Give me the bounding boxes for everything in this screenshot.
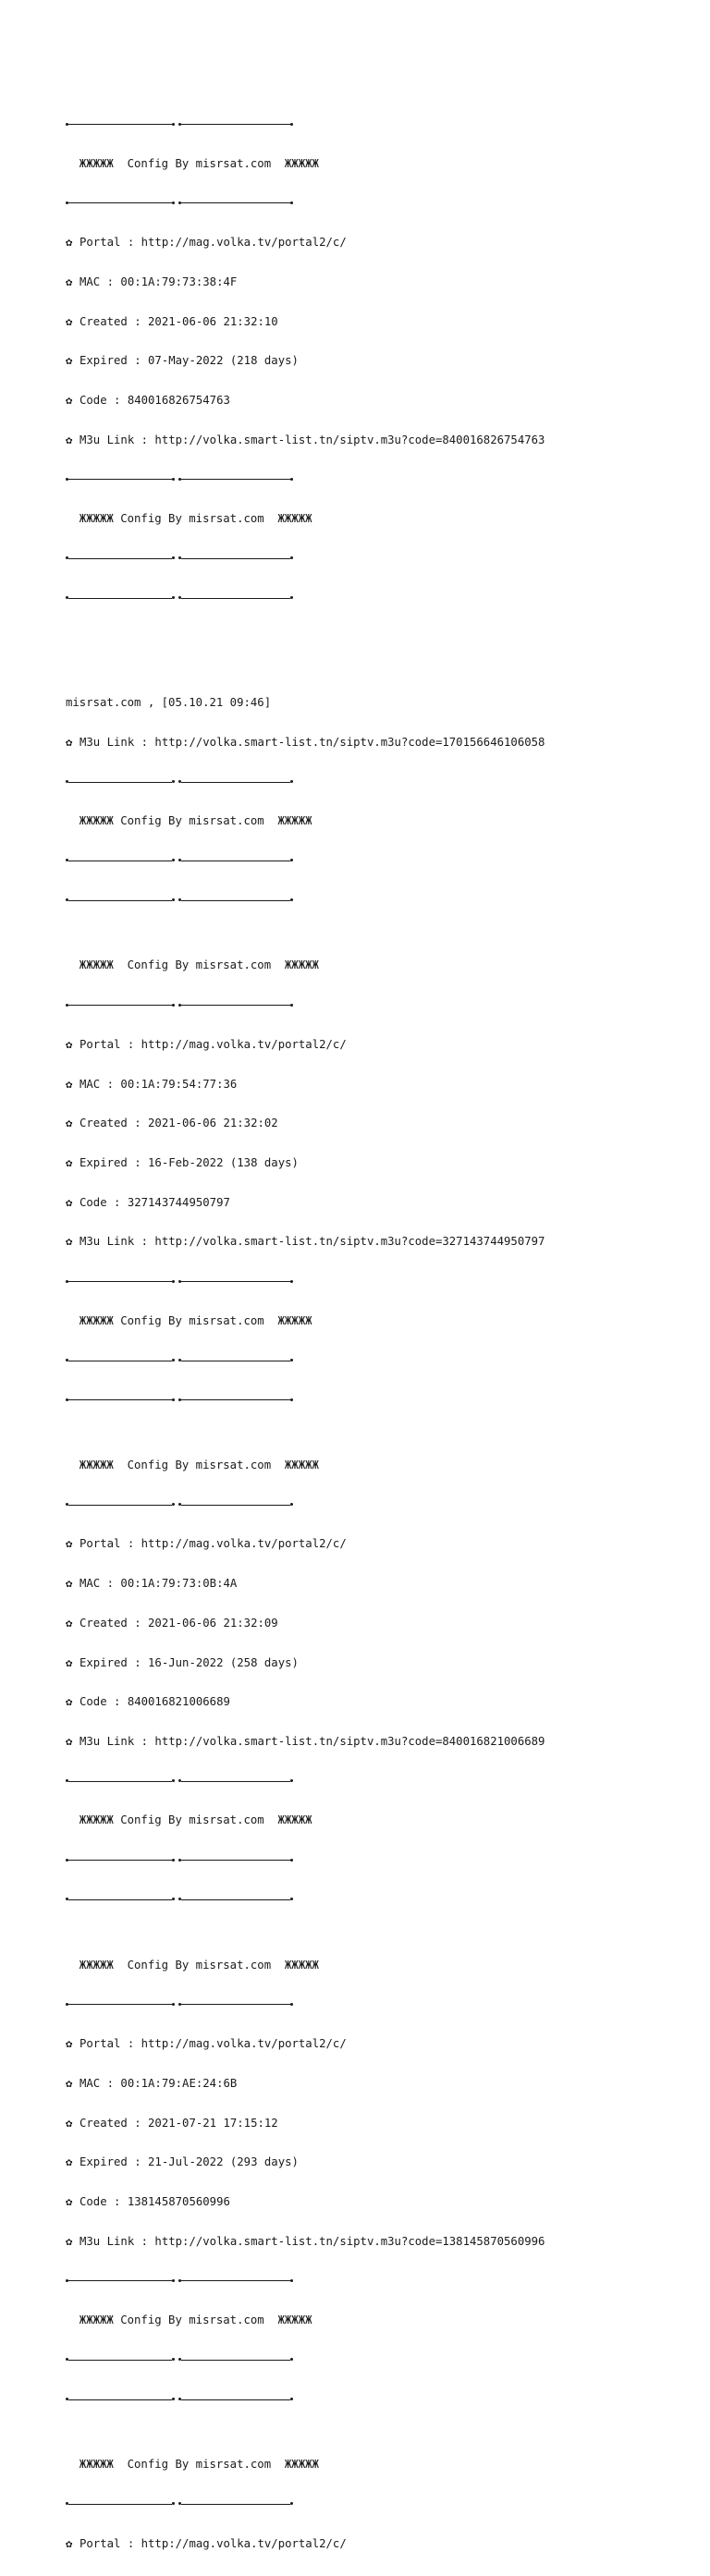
- portal-line: ✿ Portal : http://mag.volka.tv/portal2/c/: [66, 2037, 347, 2051]
- rule-line: [68, 2280, 172, 2281]
- rule-dot: [172, 596, 175, 599]
- flower-bullet-icon: ✿: [66, 236, 73, 250]
- divider-rule: [66, 2274, 676, 2288]
- rule-dot: [290, 1859, 293, 1862]
- flower-bullet-icon: ✿: [66, 314, 73, 328]
- portal-line: ✿ Portal : http://mag.volka.tv/portal2/c/: [66, 236, 347, 250]
- rule-line: [68, 1005, 172, 1006]
- divider-rule: [66, 775, 676, 789]
- rule-dot: [290, 1779, 293, 1782]
- flower-bullet-icon: ✿: [66, 1537, 73, 1551]
- expired-line: ✿ Expired : 07-May-2022 (218 days): [66, 354, 299, 368]
- rule-dot: [172, 1898, 175, 1900]
- flower-bullet-icon: ✿: [66, 2536, 73, 2550]
- divider-rule: [66, 1354, 676, 1368]
- rule-dot: [290, 1398, 293, 1401]
- divider-rule: [66, 472, 676, 486]
- rule-dot: [172, 1004, 175, 1007]
- mac-line: ✿ MAC : 00:1A:79:73:0B:4A: [66, 1577, 238, 1591]
- rule-line: [181, 2399, 290, 2400]
- flower-bullet-icon: ✿: [66, 2155, 73, 2169]
- rule-line: [68, 782, 172, 783]
- expired-line: ✿ Expired : 21-Jul-2022 (293 days): [66, 2155, 299, 2169]
- divider-rule: [66, 196, 676, 210]
- rule-dot: [172, 1280, 175, 1283]
- rule-line: [181, 598, 290, 599]
- rule-line: [181, 1860, 290, 1861]
- divider-rule: [66, 854, 676, 868]
- divider-rule: [66, 998, 676, 1012]
- divider-rule: [66, 1498, 676, 1512]
- config-footer: ЖЖЖЖЖ Config By misrsat.com ЖЖЖЖЖ: [66, 814, 312, 828]
- code-line: ✿ Code : 138145870560996: [66, 2194, 230, 2208]
- divider-rule: [66, 592, 676, 605]
- config-footer: ЖЖЖЖЖ Config By misrsat.com ЖЖЖЖЖ: [66, 512, 312, 526]
- rule-line: [68, 2504, 172, 2505]
- flower-bullet-icon: ✿: [66, 1195, 73, 1209]
- mac-line: ✿ MAC : 00:1A:79:54:77:36: [66, 1077, 238, 1091]
- code-line: ✿ Code : 840016821006689: [66, 1695, 230, 1709]
- rule-dot: [290, 2398, 293, 2400]
- rule-dot: [172, 1359, 175, 1361]
- rule-line: [68, 2004, 172, 2005]
- divider-rule: [66, 1275, 676, 1288]
- expired-line: ✿ Expired : 16-Feb-2022 (138 days): [66, 1155, 299, 1169]
- rule-dot: [172, 1779, 175, 1782]
- rule-line: [68, 202, 172, 203]
- created-line: ✿ Created : 2021-06-06 21:32:02: [66, 1117, 278, 1130]
- rule-line: [68, 1860, 172, 1861]
- code-line: ✿ Code : 840016826754763: [66, 394, 230, 408]
- rule-dot: [172, 2003, 175, 2006]
- config-header: ЖЖЖЖЖ Config By misrsat.com ЖЖЖЖЖ: [66, 1459, 319, 1471]
- rule-line: [181, 2004, 290, 2005]
- document-page: [66, 66, 676, 2576]
- rule-dot: [172, 2502, 175, 2505]
- rule-line: [68, 479, 172, 480]
- rule-line: [181, 1399, 290, 1400]
- code-line: ✿ Code : 327143744950797: [66, 1195, 230, 1209]
- rule-line: [68, 2360, 172, 2361]
- rule-dot: [290, 2358, 293, 2361]
- rule-dot: [290, 2003, 293, 2006]
- divider-rule: [66, 1853, 676, 1867]
- rule-line: [68, 1505, 172, 1506]
- m3u-link-line: ✿ M3u Link : http://volka.smart-list.tn/siptv.m3u?code=138145870560996: [66, 2234, 545, 2248]
- mac-line: ✿ MAC : 00:1A:79:AE:24:6B: [66, 2076, 238, 2090]
- rule-dot: [290, 201, 293, 204]
- config-header: ЖЖЖЖЖ Config By misrsat.com ЖЖЖЖЖ: [66, 156, 319, 170]
- config-footer: ЖЖЖЖЖ Config By misrsat.com ЖЖЖЖЖ: [66, 2314, 312, 2327]
- divider-rule: [66, 552, 676, 566]
- rule-dot: [172, 2279, 175, 2282]
- flower-bullet-icon: ✿: [66, 1077, 73, 1091]
- rule-dot: [290, 1503, 293, 1506]
- created-line: ✿ Created : 2021-06-06 21:32:09: [66, 1616, 278, 1630]
- flower-bullet-icon: ✿: [66, 2037, 73, 2051]
- rule-dot: [290, 1004, 293, 1007]
- rule-line: [181, 479, 290, 480]
- flower-bullet-icon: ✿: [66, 2234, 73, 2248]
- flower-bullet-icon: ✿: [66, 2194, 73, 2208]
- rule-line: [181, 782, 290, 783]
- flower-bullet-icon: ✿: [66, 1117, 73, 1130]
- flower-bullet-icon: ✿: [66, 1235, 73, 1249]
- rule-line: [68, 1781, 172, 1782]
- flower-bullet-icon: ✿: [66, 735, 73, 749]
- flower-bullet-icon: ✿: [66, 1037, 73, 1051]
- rule-line: [181, 1505, 290, 1506]
- rule-dot: [290, 123, 293, 126]
- m3u-link-line: ✿ M3u Link : http://volka.smart-list.tn/siptv.m3u?code=840016821006689: [66, 1735, 545, 1749]
- rule-dot: [290, 780, 293, 783]
- rule-dot: [290, 859, 293, 861]
- created-line: ✿ Created : 2021-06-06 21:32:10: [66, 314, 278, 328]
- rule-dot: [290, 2502, 293, 2505]
- message-stamp: misrsat.com , [05.10.21 09:46]: [66, 696, 272, 710]
- rule-dot: [290, 898, 293, 901]
- rule-dot: [172, 123, 175, 126]
- rule-dot: [172, 780, 175, 783]
- divider-rule: [66, 1775, 676, 1789]
- m3u-link-line: ✿ M3u Link : http://volka.smart-list.tn/siptv.m3u?code=327143744950797: [66, 1235, 545, 1249]
- portal-line: ✿ Portal : http://mag.volka.tv/portal2/c/: [66, 1537, 347, 1551]
- rule-dot: [290, 1898, 293, 1900]
- rule-dot: [172, 2398, 175, 2400]
- rule-line: [68, 598, 172, 599]
- flower-bullet-icon: ✿: [66, 433, 73, 446]
- divider-rule: [66, 1893, 676, 1907]
- rule-line: [181, 1781, 290, 1782]
- flower-bullet-icon: ✿: [66, 394, 73, 408]
- rule-line: [68, 1899, 172, 1900]
- rule-line: [181, 1899, 290, 1900]
- flower-bullet-icon: ✿: [66, 2076, 73, 2090]
- m3u-link-line: ✿ M3u Link : http://volka.smart-list.tn/siptv.m3u?code=170156646106058: [66, 735, 545, 749]
- rule-line: [181, 1005, 290, 1006]
- m3u-link-line: ✿ M3u Link : http://volka.smart-list.tn/siptv.m3u?code=840016826754763: [66, 433, 545, 446]
- flower-bullet-icon: ✿: [66, 2116, 73, 2130]
- rule-line: [181, 558, 290, 559]
- rule-line: [181, 900, 290, 901]
- rule-dot: [290, 1280, 293, 1283]
- rule-dot: [172, 478, 175, 481]
- rule-line: [181, 124, 290, 125]
- rule-dot: [172, 1503, 175, 1506]
- portal-line: ✿ Portal : http://mag.volka.tv/portal2/c/: [66, 2536, 347, 2550]
- divider-rule: [66, 1393, 676, 1407]
- divider-rule: [66, 894, 676, 908]
- rule-dot: [172, 2358, 175, 2361]
- divider-rule: [66, 2497, 676, 2511]
- rule-line: [181, 2280, 290, 2281]
- config-header: ЖЖЖЖЖ Config By misrsat.com ЖЖЖЖЖ: [66, 1958, 319, 1972]
- rule-dot: [172, 556, 175, 559]
- rule-line: [68, 900, 172, 901]
- rule-dot: [172, 898, 175, 901]
- rule-dot: [290, 556, 293, 559]
- divider-rule: [66, 117, 676, 131]
- rule-dot: [172, 1398, 175, 1401]
- flower-bullet-icon: ✿: [66, 1155, 73, 1169]
- rule-line: [68, 2399, 172, 2400]
- divider-rule: [66, 1997, 676, 2011]
- flower-bullet-icon: ✿: [66, 1577, 73, 1591]
- mac-line: ✿ MAC : 00:1A:79:73:38:4F: [66, 275, 238, 288]
- flower-bullet-icon: ✿: [66, 354, 73, 368]
- rule-line: [68, 124, 172, 125]
- flower-bullet-icon: ✿: [66, 275, 73, 288]
- rule-line: [68, 558, 172, 559]
- blank-line: [66, 630, 676, 644]
- rule-line: [68, 1281, 172, 1282]
- expired-line: ✿ Expired : 16-Jun-2022 (258 days): [66, 1655, 299, 1669]
- rule-line: [181, 2504, 290, 2505]
- config-header: ЖЖЖЖЖ Config By misrsat.com ЖЖЖЖЖ: [66, 958, 319, 972]
- flower-bullet-icon: ✿: [66, 1735, 73, 1749]
- rule-line: [181, 202, 290, 203]
- rule-dot: [290, 2279, 293, 2282]
- rule-dot: [172, 1859, 175, 1862]
- divider-rule: [66, 2353, 676, 2367]
- flower-bullet-icon: ✿: [66, 1655, 73, 1669]
- config-footer: ЖЖЖЖЖ Config By misrsat.com ЖЖЖЖЖ: [66, 1313, 312, 1327]
- rule-line: [68, 1399, 172, 1400]
- rule-line: [181, 2360, 290, 2361]
- config-header: ЖЖЖЖЖ Config By misrsat.com ЖЖЖЖЖ: [66, 2458, 319, 2472]
- created-line: ✿ Created : 2021-07-21 17:15:12: [66, 2116, 278, 2130]
- flower-bullet-icon: ✿: [66, 1695, 73, 1709]
- rule-dot: [290, 478, 293, 481]
- rule-dot: [290, 596, 293, 599]
- rule-line: [181, 1281, 290, 1282]
- rule-dot: [290, 1359, 293, 1361]
- portal-line: ✿ Portal : http://mag.volka.tv/portal2/c/: [66, 1037, 347, 1051]
- flower-bullet-icon: ✿: [66, 1616, 73, 1630]
- divider-rule: [66, 2393, 676, 2407]
- rule-dot: [172, 201, 175, 204]
- rule-dot: [172, 859, 175, 861]
- config-footer: ЖЖЖЖЖ Config By misrsat.com ЖЖЖЖЖ: [66, 1813, 312, 1827]
